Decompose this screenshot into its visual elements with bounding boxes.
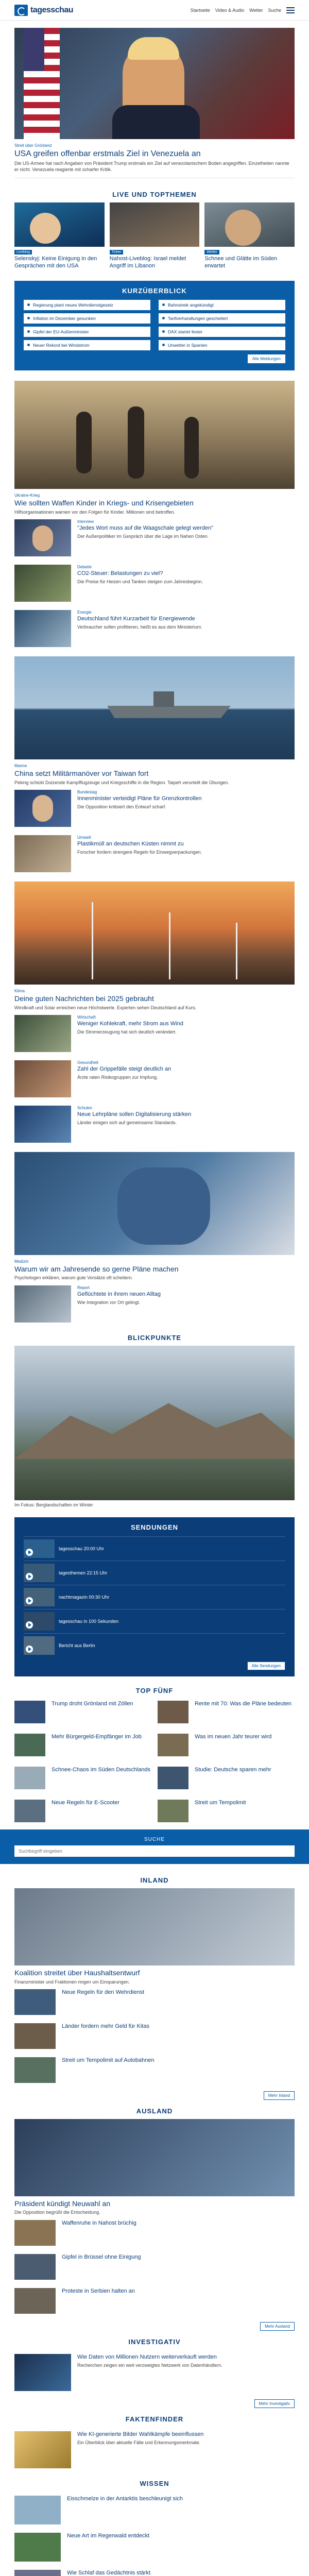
ausland-item[interactable]: Waffenruhe in Nahost brüchig bbox=[0, 2216, 309, 2250]
search-section: SUCHE Suchbegriff eingeben bbox=[0, 1829, 309, 1864]
article-row[interactable]: Bundestag Innenminister verteidigt Pläne für Grenzkontrollen Die Opposition kritisiert den Entwurf scharf. bbox=[0, 786, 309, 831]
article-row[interactable]: Debatte CO2-Steuer: Belastungen zu viel? Die Preise für Heizen und Tanken steigen zum Jahresbeginn. bbox=[0, 561, 309, 606]
lead-story[interactable]: Streit über Grönland USA greifen offenbar erstmals Ziel in Venezuela an Die US-Armee hat nach Angaben von Präsident Trump erstmals ein Ziel auf venezolanischem Boden angegriffen. Einzelheiten nannte er nicht. Venezuela reagierte mit scharfer Kritik. bbox=[0, 21, 309, 173]
play-icon bbox=[26, 1646, 33, 1653]
blickpunkte: BLICKPUNKTE Im Fokus: Berglandschaften im Winter bbox=[0, 1327, 309, 1508]
wissen-section: WISSEN Eisschmelze in der Antarktis beschleunigt sich Neue Art im Regenwald entdeckt Wie Schlaf das Gedächtnis stärkt bbox=[0, 2472, 309, 2576]
ausland-item[interactable]: Gipfel in Brüssel ohne Einigung bbox=[0, 2250, 309, 2284]
article-feature[interactable]: Medizin Warum wir am Jahresende so gerne Pläne machen Psychologen erklären, warum gute Vorsätze oft scheitern. bbox=[0, 1147, 309, 1281]
logo[interactable]: tagesschau bbox=[14, 5, 73, 16]
sendungen: SENDUNGEN tagesschau 20:00 Uhr tagesthemen 22:15 Uhr nachtmagazin 00:30 Uhr tagesschau in 100 Sekunden Bericht aus Berlin Alle Sendungen bbox=[14, 1517, 295, 1676]
ausland-item[interactable]: Proteste in Serbien halten an bbox=[0, 2284, 309, 2318]
kurz-item[interactable]: Inflation im Dezember gesunken bbox=[24, 313, 150, 324]
logo-icon bbox=[14, 5, 28, 16]
kurz-item[interactable]: Gipfel der EU-Außenminister bbox=[24, 327, 150, 337]
article-row[interactable]: Report Geflüchtete in ihrem neuen Alltag Wie Integration vor Ort gelingt. bbox=[0, 1281, 309, 1327]
live-item[interactable]: Wetter Schnee und Glätte im Süden erwartet bbox=[204, 202, 295, 269]
investigativ-section: INVESTIGATIV Wie Daten von Millionen Nutzern weiterverkauft werden Recherchen zeigen ein weit verzweigtes Netzwerk von Datenhändlern. Mehr Investigativ bbox=[0, 2331, 309, 2408]
kurz-more-button[interactable]: Alle Meldungen bbox=[248, 354, 285, 363]
live-section: LIVE UND TOPTHEMEN Liveblog Selenskyj: Keine Einigung in den Gesprächen mit den USA Ticker Nahost-Liveblog: Israel meldet Angriff im Libanon Wetter Schnee und Glätte im Süden erwartet bbox=[0, 183, 309, 269]
article-row[interactable]: Gesundheit Zahl der Grippefälle steigt deutlich an Ärzte raten Risikogruppen zur Impfung. bbox=[0, 1056, 309, 1101]
show-item[interactable]: nachtmagazin 00:30 Uhr bbox=[24, 1585, 285, 1609]
top-item[interactable]: Trump droht Grönland mit Zöllen bbox=[14, 1699, 151, 1725]
lead-image bbox=[14, 28, 295, 139]
wissen-item[interactable]: Wie Schlaf das Gedächtnis stärkt bbox=[0, 2566, 309, 2576]
show-item[interactable]: Bericht aus Berlin bbox=[24, 1633, 285, 1657]
article-feature[interactable]: Klima Deine guten Nachrichten bei 2025 gebrauht Windkraft und Solar erreichen neue Höchstwerte. Experten sehen Deutschland auf Kurs. bbox=[0, 876, 309, 1011]
lead-headline[interactable]: USA greifen offenbar erstmals Ziel in Venezuela an bbox=[14, 149, 201, 158]
nav-home[interactable]: Startseite bbox=[190, 7, 210, 13]
show-item[interactable]: tagesschau in 100 Sekunden bbox=[24, 1609, 285, 1633]
inland-more-button[interactable]: Mehr Inland bbox=[264, 2091, 295, 2100]
menu-icon[interactable] bbox=[286, 7, 295, 13]
nav-video[interactable]: Video & Audio bbox=[215, 7, 245, 13]
kurz-item[interactable]: Regierung plant neues Wehrdienstgesetz bbox=[24, 300, 150, 310]
search-input[interactable] bbox=[14, 1845, 295, 1857]
kurz-item[interactable]: Neuer Rekord bei Windstrom bbox=[24, 340, 150, 350]
live-item[interactable]: Liveblog Selenskyj: Keine Einigung in den Gesprächen mit den USA bbox=[14, 202, 105, 269]
sendungen-more-button[interactable]: Alle Sendungen bbox=[247, 1662, 286, 1670]
nav-weather[interactable]: Wetter bbox=[249, 7, 263, 13]
kurzueberblick: KURZÜBERBLICK Regierung plant neues Wehrdienstgesetz Bahnstreik angekündigt Inflation im Dezember gesunken Tarifverhandlungen gescheitert Gipfel der EU-Außenminister DAX startet fester Neuer Rekord bei Windstrom Unwetter in Spanien Alle Meldungen bbox=[14, 281, 295, 370]
kurz-item[interactable]: DAX startet fester bbox=[159, 327, 285, 337]
investigativ-more-button[interactable]: Mehr Investigativ bbox=[254, 2399, 295, 2408]
fakten-item[interactable]: Wie KI-generierte Bilder Wahlkämpfe beeinflussen Ein Überblick über aktuelle Fälle und Erkennungsmerkmale. bbox=[0, 2427, 309, 2472]
article-row[interactable]: Energie Deutschland führt Kurzarbeit für Energiewende Verbraucher sollen profitieren, heißt es aus dem Ministerium. bbox=[0, 606, 309, 651]
top-item[interactable]: Streit um Tempolimit bbox=[158, 1798, 295, 1824]
article-feature[interactable]: Ukraine-Krieg Wie sollten Waffen Kinder in Kriegs- und Krisengebieten Hilfsorganisationen warnen vor den Folgen für Kinder. Millionen sind betroffen. bbox=[0, 374, 309, 515]
show-item[interactable]: tagesschau 20:00 Uhr bbox=[24, 1536, 285, 1561]
kurz-item[interactable]: Bahnstreik angekündigt bbox=[159, 300, 285, 310]
play-icon bbox=[26, 1573, 33, 1580]
top-item[interactable]: Neue Regeln für E-Scooter bbox=[14, 1798, 151, 1824]
article-row[interactable]: Interview "Jedes Wort muss auf die Waagschale gelegt werden" Der Außenpolitiker im Gespräch über die Lage im Nahen Osten. bbox=[0, 515, 309, 561]
wissen-item[interactable]: Neue Art im Regenwald entdeckt bbox=[0, 2529, 309, 2566]
top-item[interactable]: Schnee-Chaos im Süden Deutschlands bbox=[14, 1765, 151, 1791]
top-item[interactable]: Was im neuen Jahr teurer wird bbox=[158, 1732, 295, 1758]
inland-section: INLAND Koalition streitet über Haushaltsentwurf Finanzminister und Fraktionen ringen um Einsparungen. Neue Regeln für den Wehrdienst Länder fordern mehr Geld für Kitas Streit um Tempolimit auf Autobahnen Mehr Inland bbox=[0, 1869, 309, 2100]
top-item[interactable]: Rente mit 70: Was die Pläne bedeuten bbox=[158, 1699, 295, 1725]
inland-item[interactable]: Neue Regeln für den Wehrdienst bbox=[0, 1985, 309, 2019]
investigativ-item[interactable]: Wie Daten von Millionen Nutzern weiterverkauft werden Recherchen zeigen ein weit verzweigtes Netzwerk von Datenhändlern. bbox=[0, 2350, 309, 2395]
faktenfinder-section: FAKTENFINDER Wie KI-generierte Bilder Wahlkämpfe beeinflussen Ein Überblick über aktuelle Fälle und Erkennungsmerkmale. bbox=[0, 2408, 309, 2472]
play-icon bbox=[26, 1621, 33, 1629]
show-item[interactable]: tagesthemen 22:15 Uhr bbox=[24, 1561, 285, 1585]
ausland-more-button[interactable]: Mehr Ausland bbox=[260, 2322, 295, 2331]
ausland-section: AUSLAND Präsident kündigt Neuwahl an Die Opposition begrüßt die Entscheidung. Waffenruhe in Nahost brüchig Gipfel in Brüssel ohne Einigung Proteste in Serbien halten an Mehr Ausland bbox=[0, 2100, 309, 2331]
top-item[interactable]: Mehr Bürgergeld-Empfänger im Job bbox=[14, 1732, 151, 1758]
inland-lead[interactable]: Koalition streitet über Haushaltsentwurf Finanzminister und Fraktionen ringen um Einsparungen. bbox=[0, 1888, 309, 1985]
article-row[interactable]: Schulen Neue Lehrpläne sollen Digitalisierung stärken Länder einigen sich auf gemeinsame Standards. bbox=[0, 1101, 309, 1147]
top-five: TOP FÜNF Trump droht Grönland mit Zöllen Rente mit 70: Was die Pläne bedeuten Mehr Bürgergeld-Empfänger im Job Was im neuen Jahr teurer wird Schnee-Chaos im Süden Deutschlands Studie: Deutsche sparen mehr Neue Regeln für E-Scooter Streit um Tempolimit bbox=[0, 1680, 309, 1824]
play-icon bbox=[26, 1549, 33, 1556]
article-feature[interactable]: Marine China setzt Militärmanöver vor Taiwan fort Peking schickt Dutzende Kampfflugzeuge und Kriegsschiffe in die Region. Taipeh verurteilt die Übungen. bbox=[0, 651, 309, 786]
kurz-item[interactable]: Tarifverhandlungen gescheitert bbox=[159, 313, 285, 324]
blick-image[interactable] bbox=[14, 1346, 295, 1500]
live-item[interactable]: Ticker Nahost-Liveblog: Israel meldet Angriff im Libanon bbox=[110, 202, 200, 269]
kurz-item[interactable]: Unwetter in Spanien bbox=[159, 340, 285, 350]
play-icon bbox=[26, 1597, 33, 1604]
top-item[interactable]: Studie: Deutsche sparen mehr bbox=[158, 1765, 295, 1791]
wissen-item[interactable]: Eisschmelze in der Antarktis beschleunigt sich bbox=[0, 2492, 309, 2529]
ausland-lead[interactable]: Präsident kündigt Neuwahl an Die Opposition begrüßt die Entscheidung. bbox=[0, 2119, 309, 2216]
header bbox=[0, 0, 309, 21]
article-row[interactable]: Wirtschaft Weniger Kohlekraft, mehr Strom aus Wind Die Stromerzeugung hat sich deutlich verändert. bbox=[0, 1011, 309, 1056]
nav-search[interactable]: Suche bbox=[268, 7, 281, 13]
inland-item[interactable]: Streit um Tempolimit auf Autobahnen bbox=[0, 2053, 309, 2087]
inland-item[interactable]: Länder fordern mehr Geld für Kitas bbox=[0, 2019, 309, 2053]
article-row[interactable]: Umwelt Plastikmüll an deutschen Küsten nimmt zu Forscher fordern strengere Regeln für Einwegverpackungen. bbox=[0, 831, 309, 876]
top-nav bbox=[191, 7, 295, 13]
